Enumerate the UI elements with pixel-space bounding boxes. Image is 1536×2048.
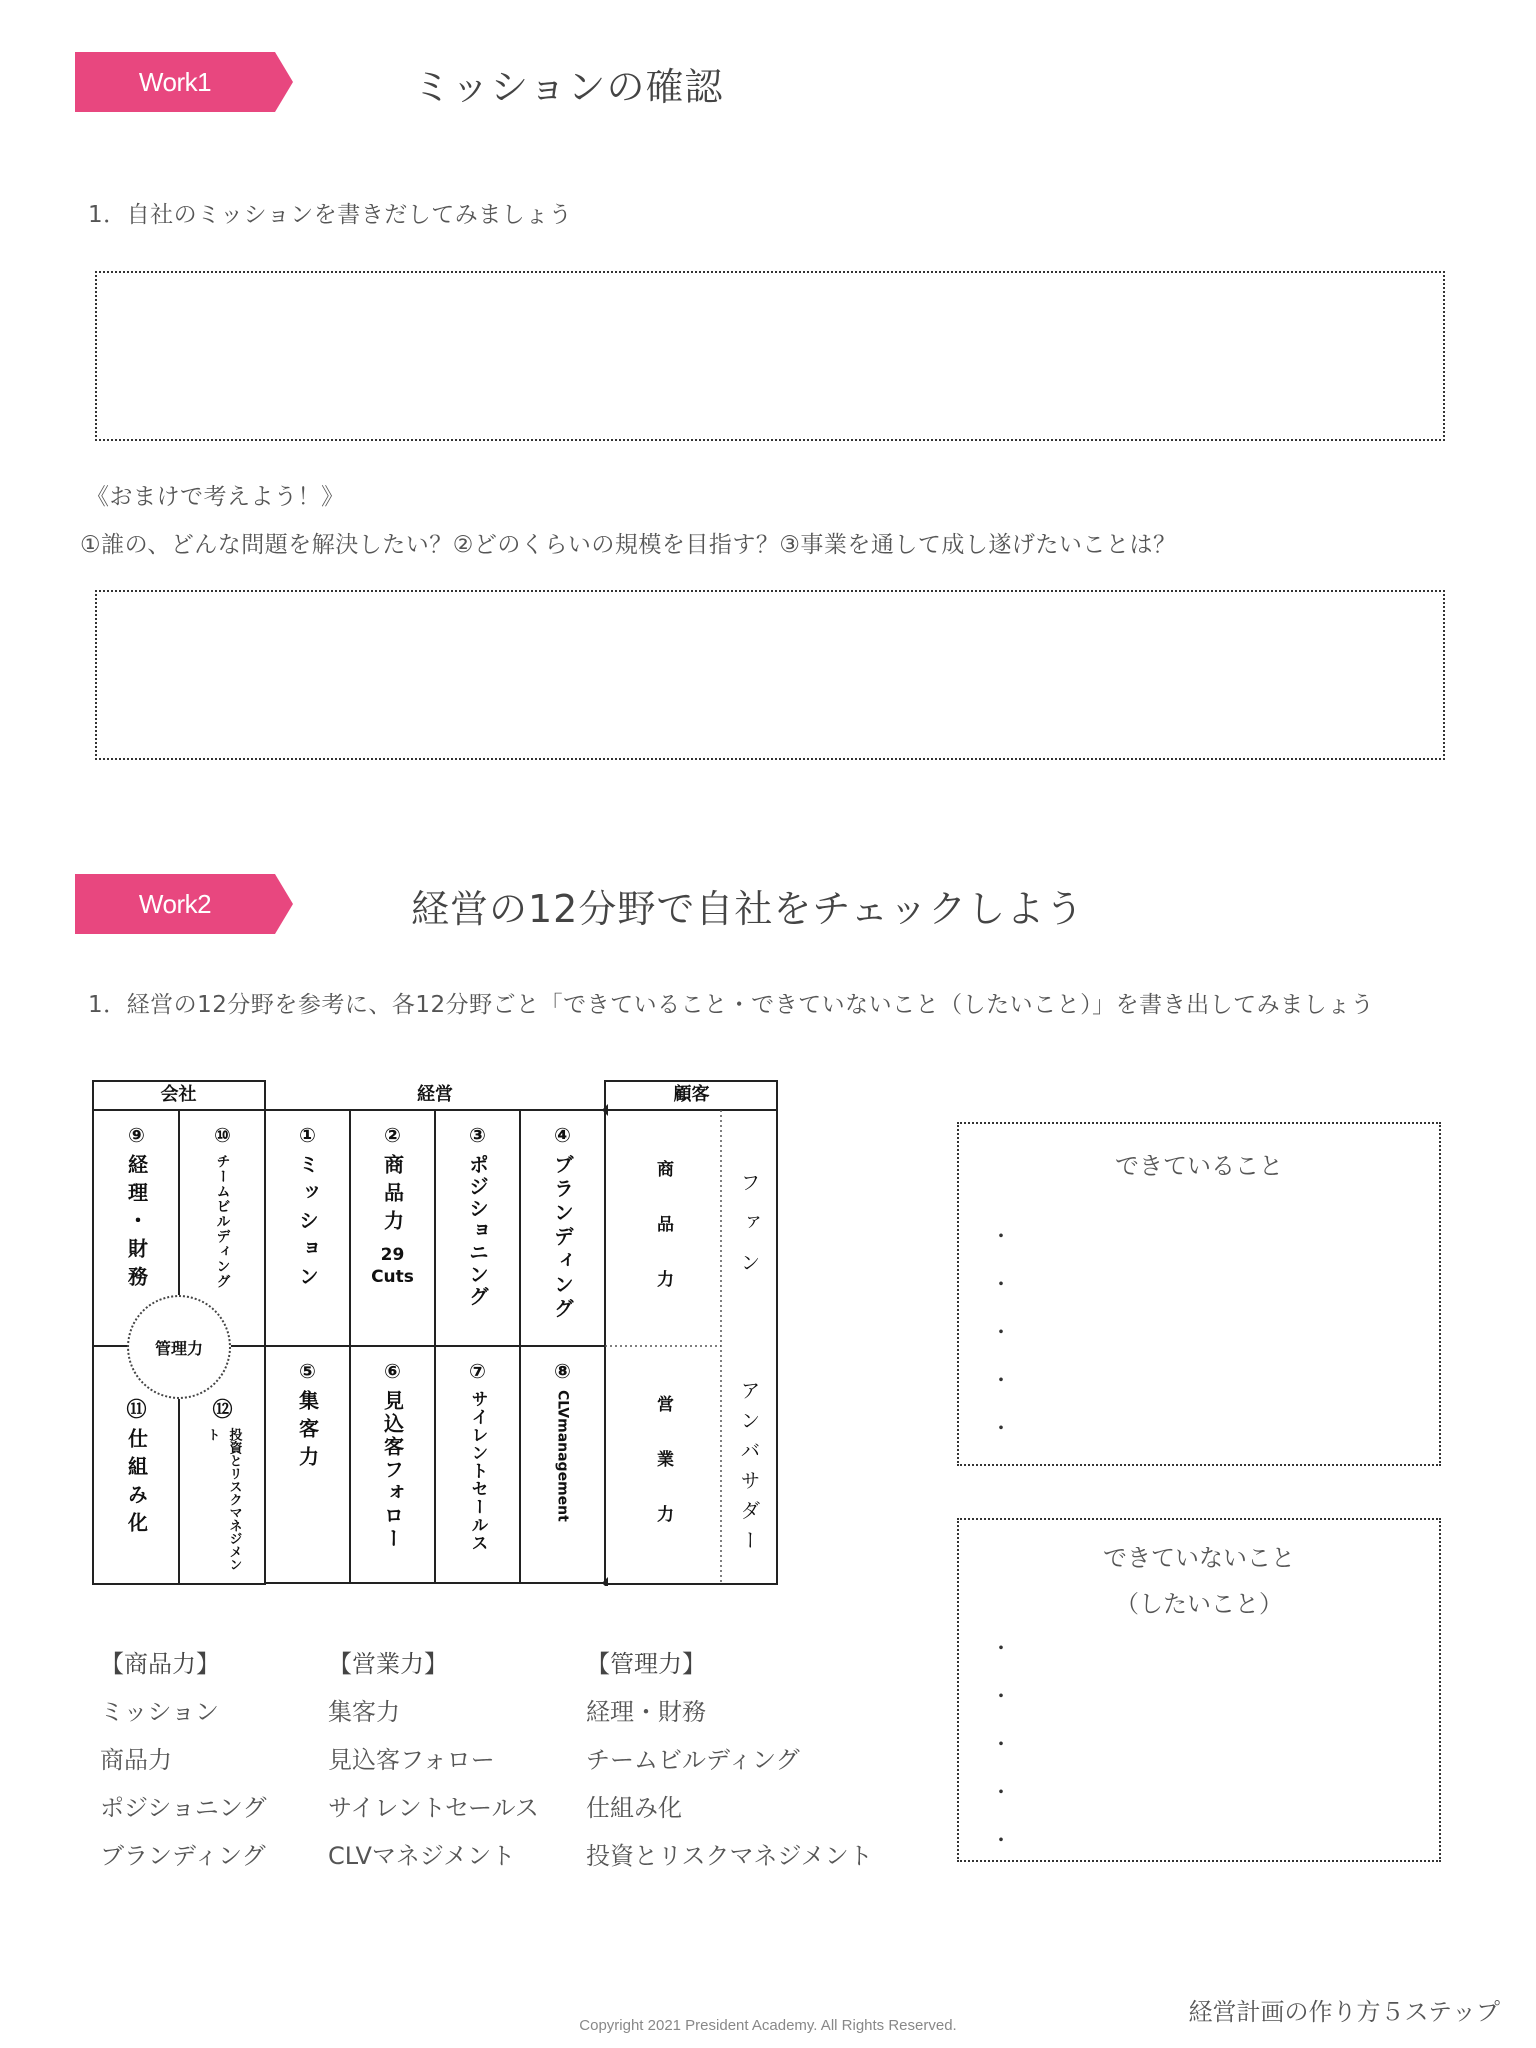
cell-number: ⑫ [212,1397,233,1421]
cell-number: ④ [554,1123,571,1147]
category-item: CLVマネジメント [328,1842,516,1870]
cell-label: CLVmanagement [554,1390,571,1522]
category-item: ポジショニング [100,1794,267,1822]
customer-product-power [605,1160,721,1325]
cell-label: 見込客フォロー [380,1390,405,1551]
category-product [100,1640,266,1880]
category-item: ミッション [100,1698,220,1726]
cell-label: ポジショニング [465,1154,490,1308]
cell-product-power [350,1122,435,1288]
bullet: ・ [991,1636,1011,1660]
customer-fan [721,1172,777,1292]
category-item: ブランディング [100,1842,266,1870]
cell-clv-management [520,1358,605,1560]
cell-label: 仕組み化 [124,1428,149,1540]
cell-label: アンバサダー [737,1380,761,1560]
footer-title: 経営計画の作り方５ステップ [1188,1998,1500,2026]
customer-sales-power [605,1395,721,1560]
mission-input-box[interactable] [95,271,1445,441]
cell-extra: 29 Cuts [371,1245,414,1287]
cell-prospect-follow [350,1358,435,1551]
category-sales [328,1640,539,1880]
work1-title: ミッションの確認 [413,65,724,109]
bullet: ・ [991,1416,1011,1440]
bullet: ・ [991,1780,1011,1804]
twelve-areas-diagram [92,1080,780,1586]
category-title: 【商品力】 [100,1650,220,1678]
cell-number: ⑨ [128,1123,145,1147]
cell-positioning [435,1122,520,1308]
work1-badge-label: Work1 [138,67,212,97]
category-item: サイレントセールス [328,1794,539,1822]
cell-team-building [180,1122,265,1289]
cell-systemization [94,1396,179,1540]
bullet: ・ [991,1224,1011,1248]
cell-label: 商品力 [380,1154,405,1238]
category-item: 集客力 [328,1698,400,1726]
done-box[interactable] [957,1122,1441,1466]
work2-title: 経営の12分野で自社をチェックしよう [411,887,1085,931]
cell-investment-risk [180,1396,265,1578]
bullet: ・ [991,1732,1011,1756]
done-box-title: できていること [1115,1152,1283,1180]
category-title: 【管理力】 [586,1650,706,1678]
cell-label: ファン [737,1172,761,1292]
work2-badge [75,874,293,934]
cell-number: ⑥ [384,1359,401,1383]
cell-label: 投資とリスクマネジメント [204,1428,242,1571]
cell-label: サイレントセールス [467,1390,488,1552]
cell-label: ブランディング [550,1154,575,1322]
cell-mission [265,1122,350,1294]
work2-prompt: 1．経営の12分野を参考に、各12分野ごと「できていること・できていないこと（したいこと）」を書き出してみましょう [88,992,1375,1018]
cell-number: ⑤ [299,1359,316,1383]
cell-number: ⑩ [214,1123,231,1147]
cell-number: ① [299,1123,316,1147]
cell-number: ⑪ [126,1397,147,1421]
bullet: ・ [991,1684,1011,1708]
bonus-title: 《おまけで考えよう！》 [86,484,345,510]
category-management [586,1640,873,1880]
category-item: 投資とリスクマネジメント [586,1842,873,1870]
copyright: Copyright 2021 President Academy. All Rights Reserved. [579,2017,957,2034]
header-customer: 顧客 [673,1084,710,1105]
bullet: ・ [991,1368,1011,1392]
bullet: ・ [991,1320,1011,1344]
cell-label: ミッション [295,1154,320,1294]
cell-customer-acquisition [265,1358,350,1474]
category-item: 経理・財務 [586,1698,706,1726]
bullet: ・ [991,1272,1011,1296]
cell-number: ② [384,1123,401,1147]
header-management: 経営 [417,1084,453,1105]
category-item: 仕組み化 [586,1794,682,1822]
cell-number: ⑦ [469,1359,486,1383]
cell-number: ⑧ [554,1359,571,1383]
not-done-box-title: できていないこと [1103,1544,1295,1572]
not-done-box[interactable] [957,1518,1441,1862]
category-item: チームビルディング [586,1746,800,1774]
bonus-input-box[interactable] [95,590,1445,760]
cell-silent-sales [435,1358,520,1580]
management-power-circle: 管理力 [127,1295,231,1399]
bonus-prompt: ①誰の、どんな問題を解決したい？②どのくらいの規模を目指す？③事業を通して成し遂げたいことは？ [80,532,1177,558]
cell-label: 商品力 [653,1160,673,1325]
cell-accounting [94,1122,179,1294]
bullet: ・ [991,1828,1011,1852]
work1-badge [75,52,293,112]
cell-label: 営業力 [653,1395,673,1560]
work1-prompt: 1．自社のミッションを書きだしてみましょう [88,202,573,228]
category-item: 商品力 [100,1746,172,1774]
cell-number: ③ [469,1123,486,1147]
header-company: 会社 [160,1084,197,1105]
customer-ambassador [721,1380,777,1560]
cell-branding [520,1122,605,1322]
cell-label: チームビルディング [214,1154,231,1289]
not-done-box-subtitle: （したいこと） [1115,1590,1283,1618]
cell-label: 集客力 [295,1390,320,1474]
category-title: 【営業力】 [328,1650,448,1678]
category-item: 見込客フォロー [328,1746,495,1774]
cell-label: 経理・財務 [124,1154,149,1294]
work2-badge-label: Work2 [138,889,212,919]
